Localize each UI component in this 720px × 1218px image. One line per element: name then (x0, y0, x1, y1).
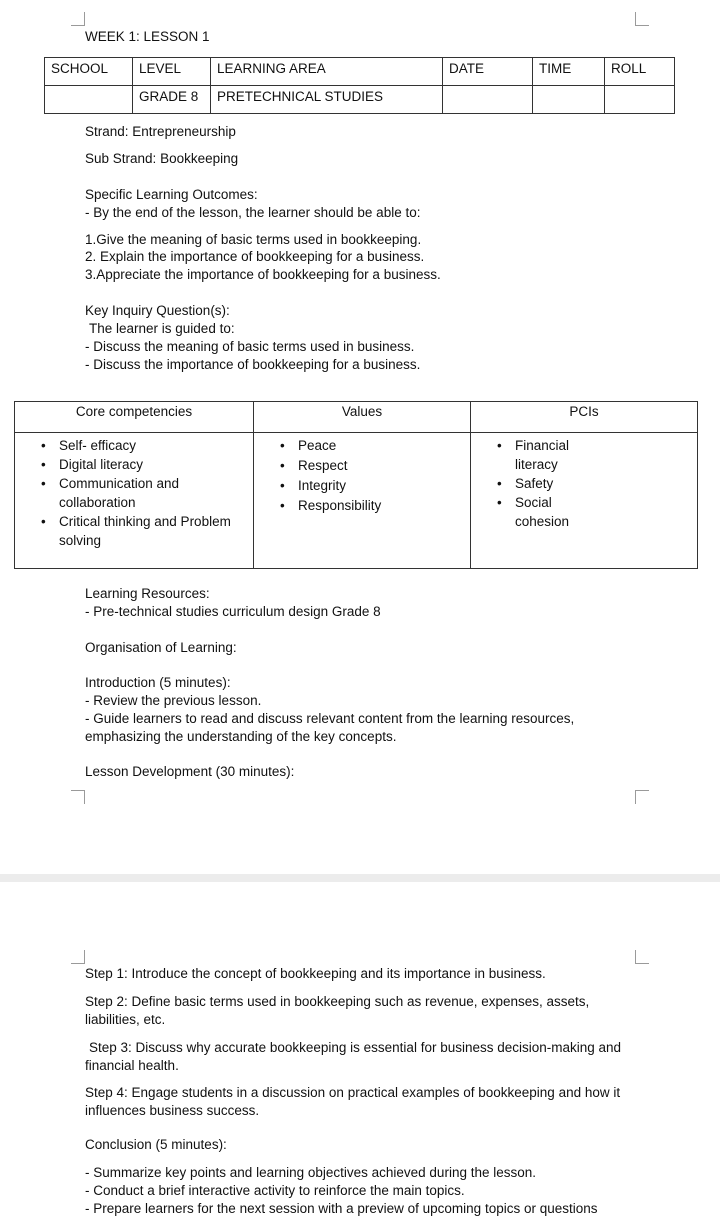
list-item: • Communication and collaboration (37, 474, 217, 512)
crop-mark-top-right (635, 950, 649, 964)
conclusion-item-2: - Conduct a brief interactive activity to reinforce the main topics. (85, 1183, 465, 1198)
cell-level: GRADE 8 (133, 86, 211, 114)
crop-mark-top-left (71, 950, 85, 964)
kiq-item-1: - Discuss the meaning of basic terms used in business. (85, 339, 415, 354)
table-row (15, 402, 698, 433)
lesson-info-table (44, 57, 675, 114)
strand-value: Entrepreneurship (132, 124, 236, 139)
cell-school (45, 86, 133, 114)
crop-mark-bottom-left (71, 790, 85, 804)
strand-line (85, 123, 236, 141)
conclusion-title: Conclusion (5 minutes): (85, 1137, 227, 1152)
list-item: • Safety (493, 474, 583, 493)
step-text: Define basic terms used in bookkeeping such as revenue, expenses, assets, liabilities, etc. (85, 994, 590, 1027)
list-item: • Responsibility (276, 496, 466, 516)
header-cell-level: LEVEL (133, 58, 211, 86)
step-text: Discuss why accurate bookkeeping is essential for business decision-making and financial health. (85, 1040, 622, 1073)
development-title: Lesson Development (30 minutes): (85, 764, 295, 779)
cell-roll (605, 86, 675, 114)
page-separator (0, 874, 720, 882)
slo-item-2: 2. Explain the importance of bookkeeping for a business. (85, 249, 425, 264)
values-cell (254, 433, 471, 569)
list-item: • Integrity (276, 476, 466, 496)
resources-title: Learning Resources: (85, 586, 210, 601)
list-item: • Critical thinking and Problem solving (37, 512, 249, 550)
core-competencies-cell (15, 433, 254, 569)
header-core-competencies: Core competencies (15, 402, 254, 433)
slo-intro: - By the end of the lesson, the learner should be able to: (85, 205, 421, 220)
lesson-header: WEEK 1: LESSON 1 (85, 29, 210, 44)
competency-table (14, 401, 698, 569)
sub-strand-line (85, 150, 238, 168)
strand-label: Strand: (85, 124, 129, 139)
introduction-title: Introduction (5 minutes): (85, 675, 231, 690)
organisation-title: Organisation of Learning: (85, 640, 237, 655)
conclusion-item-3: - Prepare learners for the next session with a preview of upcoming topics or questions (85, 1201, 598, 1216)
document-page-2 (0, 882, 720, 1216)
step-label: Step 4: (85, 1085, 128, 1100)
introduction-item-2: - Guide learners to read and discuss relevant content from the learning resources, emphasizing the understanding of the key concepts. (85, 711, 575, 744)
step-label: Step 2: (85, 994, 128, 1009)
step-1 (85, 965, 645, 983)
resources-item: - Pre-technical studies curriculum design Grade 8 (85, 604, 381, 619)
header-cell-roll: ROLL (605, 58, 675, 86)
step-text: Engage students in a discussion on practical examples of bookkeeping and how it influences business success. (85, 1085, 621, 1118)
header-values: Values (254, 402, 471, 433)
list-item: • Peace (276, 436, 466, 456)
introduction-item-1: - Review the previous lesson. (85, 693, 262, 708)
pcis-list (493, 436, 583, 531)
kiq-intro: The learner is guided to: (89, 321, 235, 336)
crop-mark-top-left (71, 12, 85, 26)
list-item: • Respect (276, 456, 466, 476)
crop-mark-bottom-right (635, 790, 649, 804)
table-row (15, 433, 698, 569)
header-cell-time: TIME (533, 58, 605, 86)
pcis-cell (471, 433, 698, 569)
slo-title: Specific Learning Outcomes: (85, 187, 258, 202)
step-text: Introduce the concept of bookkeeping and its importance in business. (131, 966, 546, 981)
list-item: • Financial literacy (493, 436, 583, 474)
header-cell-school: SCHOOL (45, 58, 133, 86)
step-label: Step 1: (85, 966, 128, 981)
step-2 (85, 993, 630, 1029)
slo-item-3: 3.Appreciate the importance of bookkeeping for a business. (85, 267, 441, 282)
slo-item-1: 1.Give the meaning of basic terms used in bookkeeping. (85, 232, 422, 247)
conclusion-item-1: - Summarize key points and learning objectives achieved during the lesson. (85, 1165, 536, 1180)
step-3 (85, 1039, 630, 1075)
values-list (276, 436, 466, 516)
step-4 (85, 1084, 645, 1120)
list-item: • Self- efficacy (37, 436, 249, 455)
list-item: • Digital literacy (37, 455, 249, 474)
sub-strand-label: Sub Strand: (85, 151, 157, 166)
cell-learning-area: PRETECHNICAL STUDIES (211, 86, 443, 114)
crop-mark-top-right (635, 12, 649, 26)
sub-strand-value: Bookkeeping (160, 151, 239, 166)
step-label: Step 3: (89, 1040, 132, 1055)
kiq-item-2: - Discuss the importance of bookkeeping for a business. (85, 357, 421, 372)
list-item: • Social cohesion (493, 493, 583, 531)
table-row (45, 86, 675, 114)
kiq-title: Key Inquiry Question(s): (85, 303, 230, 318)
header-pcis: PCIs (471, 402, 698, 433)
cell-time (533, 86, 605, 114)
core-competencies-list (37, 436, 249, 550)
header-cell-learning-area: LEARNING AREA (211, 58, 443, 86)
header-cell-date: DATE (443, 58, 533, 86)
cell-date (443, 86, 533, 114)
table-row (45, 58, 675, 86)
